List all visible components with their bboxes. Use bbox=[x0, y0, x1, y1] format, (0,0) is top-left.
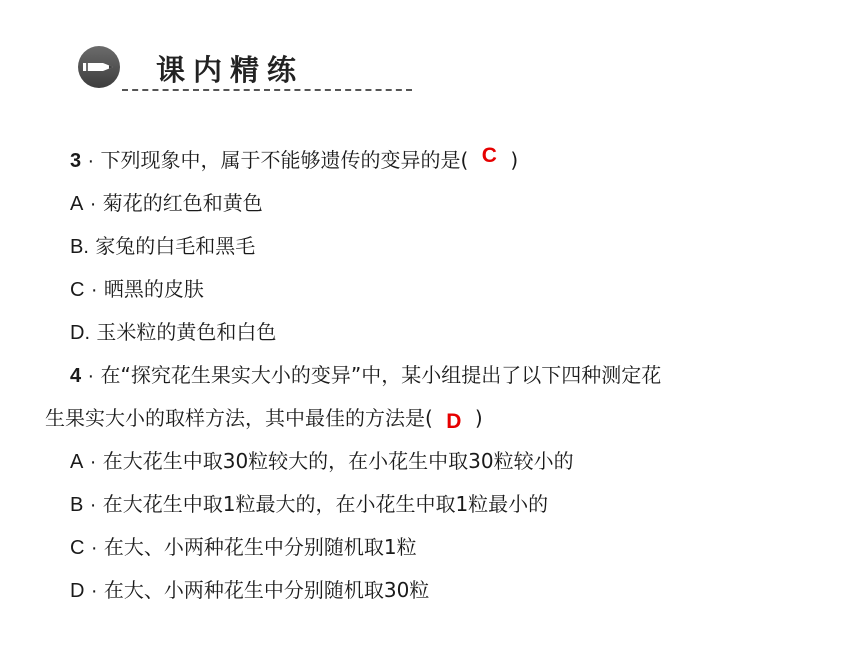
answer-mark: C bbox=[481, 144, 497, 167]
option-separator: . bbox=[84, 322, 91, 344]
option-separator: · bbox=[90, 580, 98, 602]
option-item bbox=[70, 575, 429, 606]
option-letter: C bbox=[70, 279, 85, 301]
option-item bbox=[70, 188, 263, 219]
question-separator: · bbox=[87, 150, 95, 172]
close-paren: ) bbox=[474, 406, 483, 430]
option-item bbox=[70, 231, 255, 262]
question-text: 生果实大小的取样方法，其中最佳的方法是( bbox=[45, 406, 433, 430]
option-text: 玉米粒的黄色和白色 bbox=[96, 320, 277, 344]
question-text: 在“探究花生果实大小的变异”中，某小组提出了以下四种测定花 bbox=[100, 363, 662, 387]
option-item bbox=[70, 489, 548, 520]
option-text: 家兔的白毛和黑毛 bbox=[95, 234, 256, 258]
pencil-icon bbox=[78, 46, 120, 88]
option-text: 晒黑的皮肤 bbox=[103, 277, 204, 301]
question-number: 4 bbox=[70, 365, 82, 387]
question-separator: · bbox=[87, 365, 95, 387]
option-item bbox=[70, 532, 417, 563]
option-separator: . bbox=[83, 236, 89, 258]
option-separator: · bbox=[89, 193, 97, 215]
question-4-stem-line-2 bbox=[45, 403, 483, 434]
option-letter: B bbox=[70, 236, 84, 258]
answer-mark: D bbox=[446, 410, 462, 433]
option-letter: D bbox=[70, 580, 85, 602]
option-text: 在大、小两种花生中分别随机取1粒 bbox=[103, 535, 417, 559]
close-paren: ) bbox=[510, 148, 519, 172]
option-item bbox=[70, 317, 276, 348]
option-letter: A bbox=[70, 451, 84, 473]
header-divider bbox=[122, 89, 412, 91]
option-text: 在大花生中取30粒较大的，在小花生中取30粒较小的 bbox=[102, 449, 574, 473]
option-separator: · bbox=[90, 537, 98, 559]
question-3-stem bbox=[70, 145, 518, 176]
option-text: 在大、小两种花生中分别随机取30粒 bbox=[103, 578, 430, 602]
option-letter: C bbox=[70, 537, 85, 559]
question-4-stem-line-1 bbox=[70, 360, 661, 391]
option-letter: D bbox=[70, 322, 85, 344]
option-text: 在大花生中取1粒最大的，在小花生中取1粒最小的 bbox=[102, 492, 549, 516]
section-header bbox=[78, 42, 418, 92]
option-item bbox=[70, 274, 204, 305]
option-separator: · bbox=[89, 451, 97, 473]
option-item bbox=[70, 446, 574, 477]
option-letter: A bbox=[70, 193, 84, 215]
option-text: 菊花的红色和黄色 bbox=[102, 191, 263, 215]
section-title: 课内精练 bbox=[156, 53, 305, 87]
option-separator: · bbox=[89, 494, 97, 516]
question-number: 3 bbox=[70, 150, 82, 172]
option-letter: B bbox=[70, 494, 84, 516]
question-text: 下列现象中，属于不能够遗传的变异的是( bbox=[100, 148, 469, 172]
option-separator: · bbox=[90, 279, 98, 301]
